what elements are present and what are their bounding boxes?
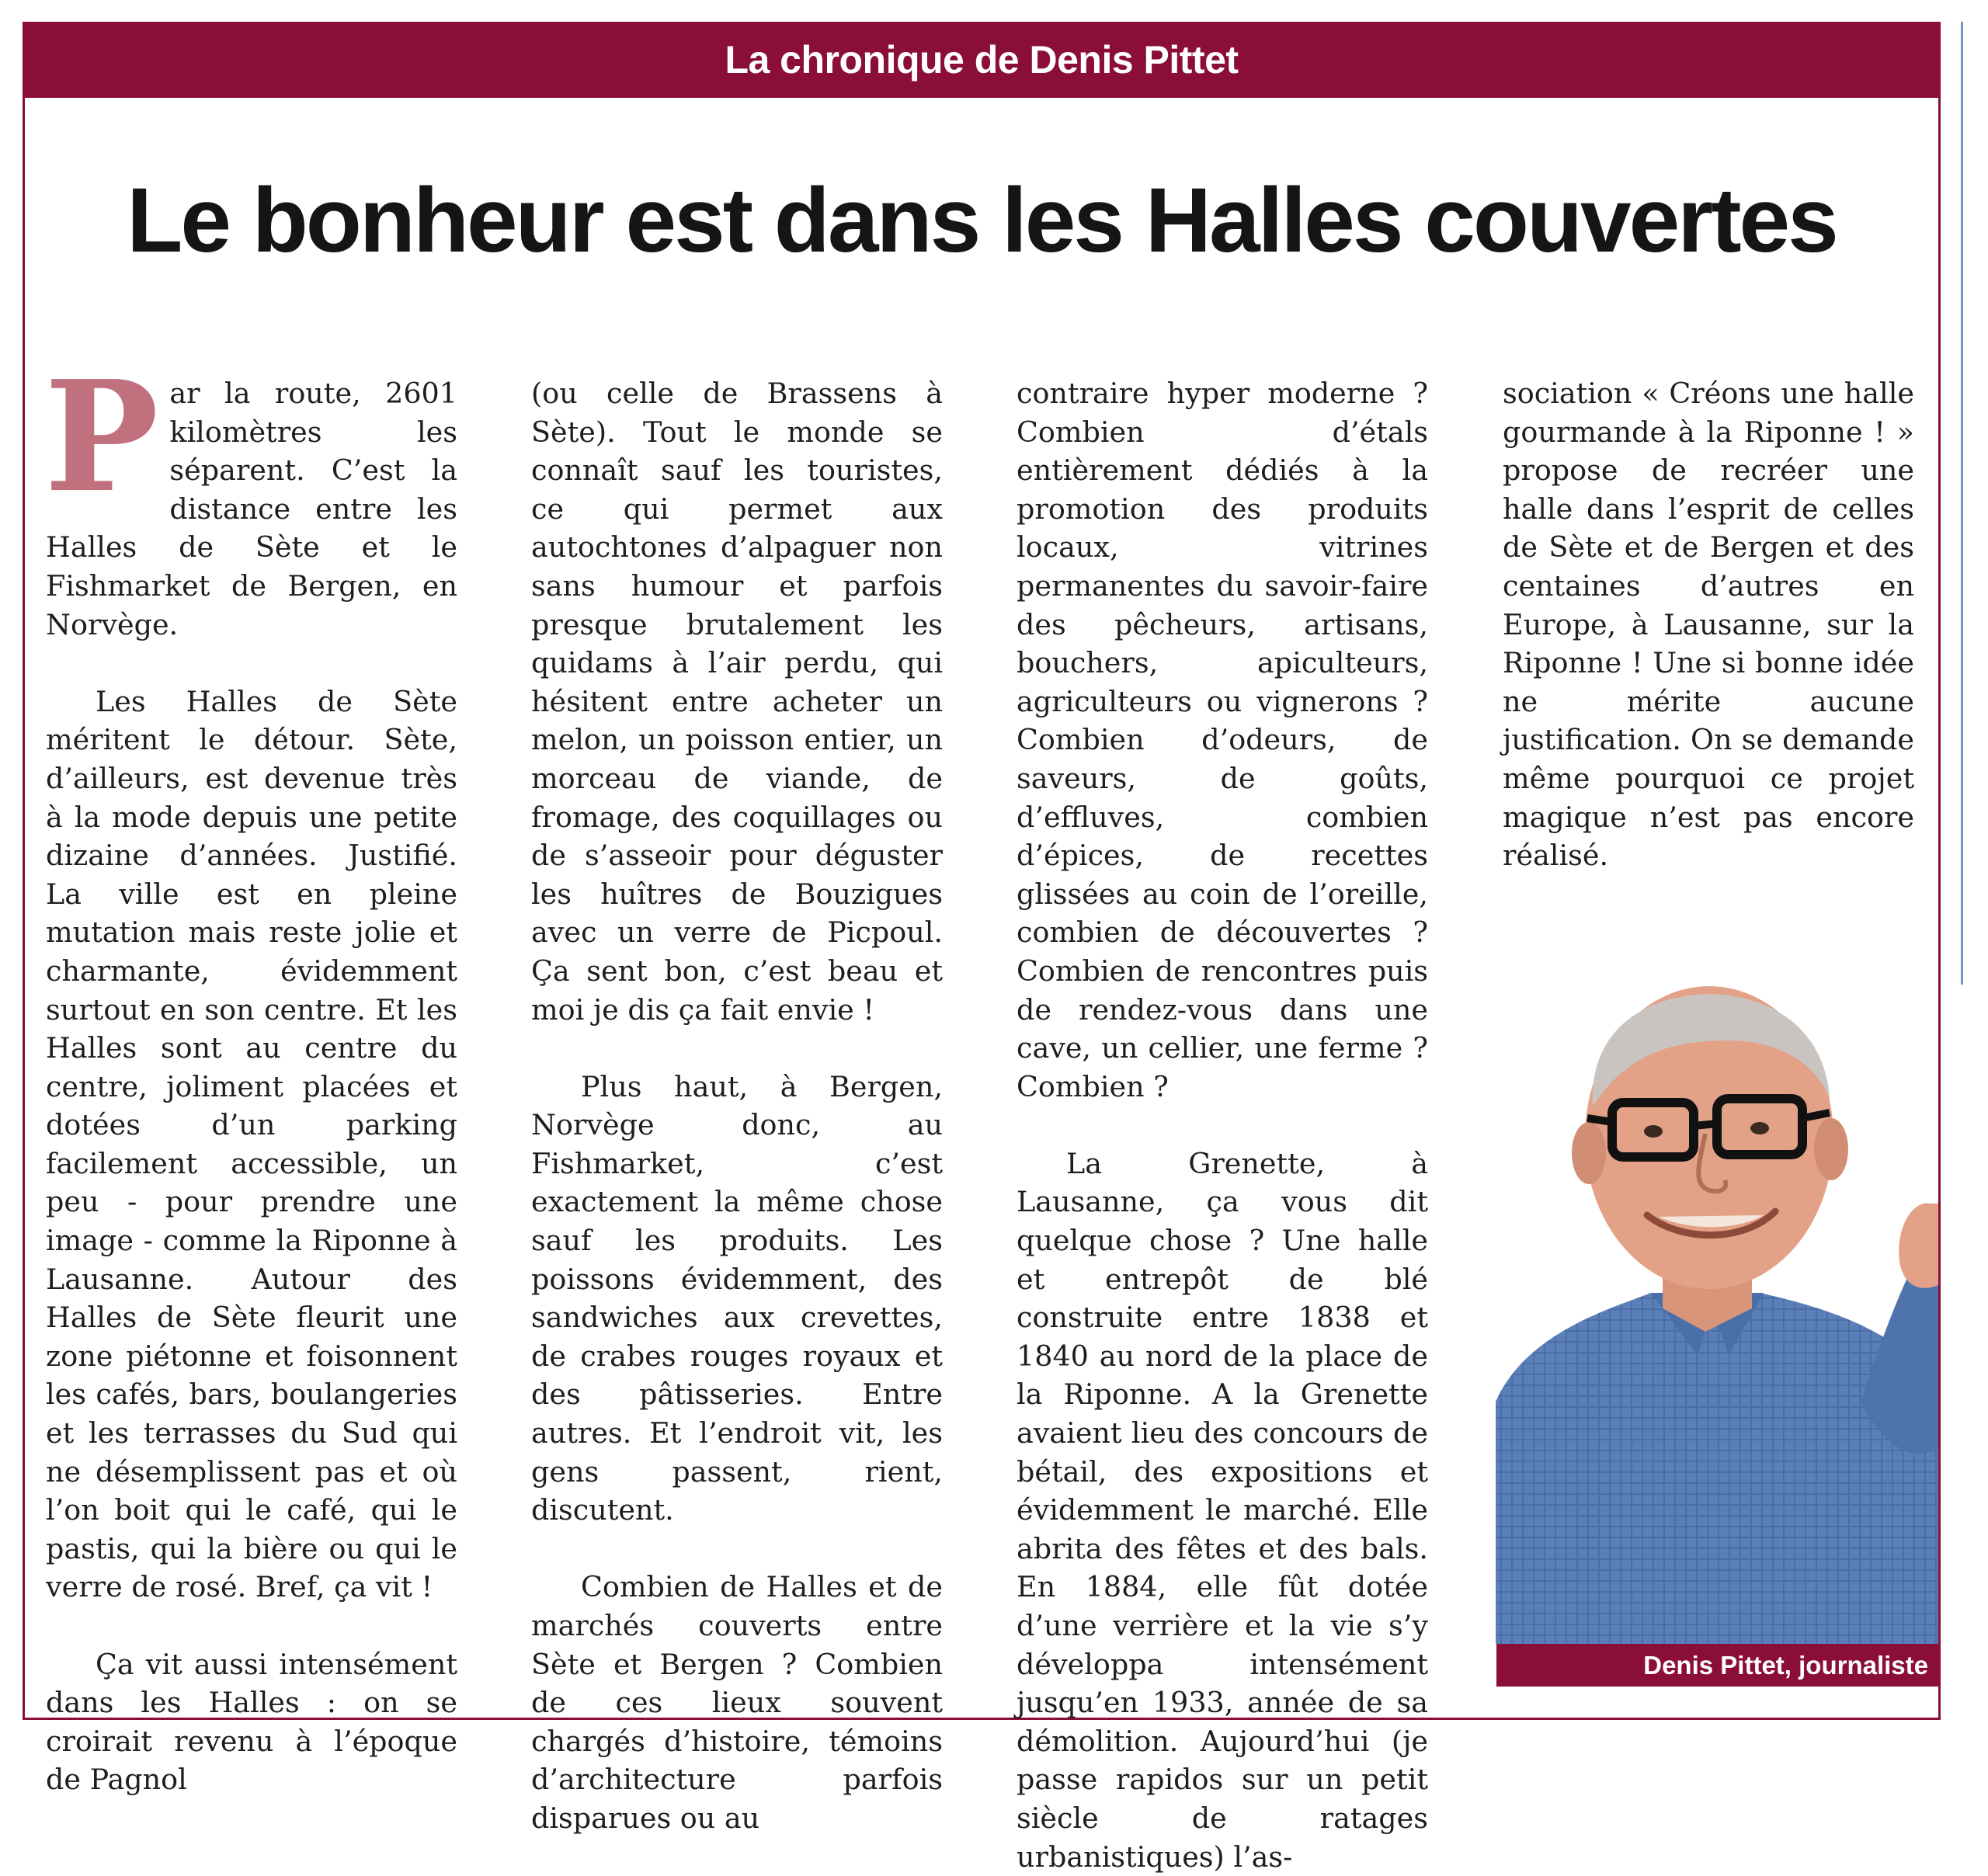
article-column-3 <box>1017 374 1428 1876</box>
chronicle-label: La chronique de Denis Pittet <box>725 38 1239 82</box>
paragraph <box>44 348 457 644</box>
article-column-2 <box>531 374 943 1838</box>
article-column-4 <box>1503 374 1914 875</box>
drop-cap: P <box>44 348 159 526</box>
paragraph: (ou celle de Brassens à Sète). Tout le monde se connaît sauf les touristes, ce qui permet aux autochtones d’alpaguer non sans humour et parfois presque brutalement les quidams à l’air perdu, qui hésitent entre acheter un melon, un poisson entier, un morceau de viande, de fromage, des coquillages ou de s’asseoir pour déguster les huîtres de Bouzigues avec un verre de Picpoul. Ça sent bon, c’est beau et moi je dis ça fait envie ! <box>531 377 943 1027</box>
paragraph: Plus haut, à Bergen, Norvège donc, au Fishmarket, c’est exactement la même chose sauf les produits. Les poissons évidemment, des sandwiches aux crevettes, de crabes rouges royaux et des pâtisseries. Entre autres. Et l’endroit vit, les gens passent, rient, discutent. <box>531 1069 943 1527</box>
article-column-1 <box>44 348 457 1799</box>
article-headline: Le bonheur est dans les Halles couvertes <box>127 169 1837 272</box>
adjacent-column-rule <box>1961 22 1963 985</box>
paragraph: Les Halles de Sète méritent le détour. Sète, d’ailleurs, est devenue très à la mode depuis une petite dizaine d’années. Justifié. La ville est en pleine mutation mais reste jolie et charmante, évidemment surtout en son centre. Et les Halles sont au centre du centre, joliment placées et dotées d’un parking facilement accessible, un peu - pour prendre une image - comme la Riponne à Lausanne. Autour des Halles de Sète fleurit une zone piétonne et foisonnent les cafés, bars, boulangeries et les terrasses du Sud qui ne désemplissent pas et où l’on boit qui le café, qui le pastis, qui la bière ou qui le verre de rosé. Bref, ça vit ! <box>46 684 457 1604</box>
author-portrait-illustration <box>1496 967 1938 1644</box>
paragraph: La Grenette, à Lausanne, ça vous dit quelque chose ? Une halle et entrepôt de blé construite entre 1838 et 1840 au nord de la place de la Riponne. A la Grenette avaient lieu des concours de bétail, des expositions et évidemment le marché. Elle abrita des fêtes et des bals. En 1884, elle fût dotée d’une verrière et la vie s’y développa intensément jusqu’en 1933, année de sa démolition. Aujourd’hui (je passe rapidos sur un petit siècle de ratages urbanistiques) l’as- <box>1017 1146 1428 1874</box>
paragraph-text: ar la route, 2601 kilomètres les séparent. C’est la distance entre les Halles de Sète et le Fishmarket de Bergen, en Norvège. <box>46 377 457 641</box>
caption-text: Denis Pittet, journaliste <box>1643 1650 1928 1680</box>
paragraph: Ça vit aussi intensément dans les Halles : on se croirait revenu à l’époque de Pagnol <box>46 1647 457 1797</box>
paragraph: contraire hyper moderne ? Combien d’étals entièrement dédiés à la promotion des produits locaux, vitrines permanentes du savoir-faire des pêcheurs, artisans, bouchers, apiculteurs, agriculteurs ou vignerons ? Combien d’odeurs, de saveurs, de goûts, d’effluves, combien d’épices, de recettes glissées au coin de l’oreille, combien de découvertes ? Combien de rencontres puis de rendez-vous dans une cave, un cellier, une ferme ? Combien ? <box>1017 377 1428 1103</box>
author-photo <box>1496 967 1938 1644</box>
photo-caption <box>1496 1644 1939 1687</box>
paragraph: Combien de Halles et de marchés couverts entre Sète et Bergen ? Combien de ces lieux souvent chargés d’histoire, témoins d’architecture parfois disparues ou au <box>531 1570 943 1835</box>
chronicle-banner <box>23 22 1941 98</box>
paragraph: sociation « Créons une halle gourmande à la Riponne ! » propose de recréer une halle dans l’esprit de celles de Sète et de Bergen et des centaines d’autres en Europe, à Lausanne, sur la Riponne ! Une si bonne idée ne mérite aucune justification. On se demande même pourquoi ce projet magique n’est pas encore réalisé. <box>1503 377 1914 873</box>
